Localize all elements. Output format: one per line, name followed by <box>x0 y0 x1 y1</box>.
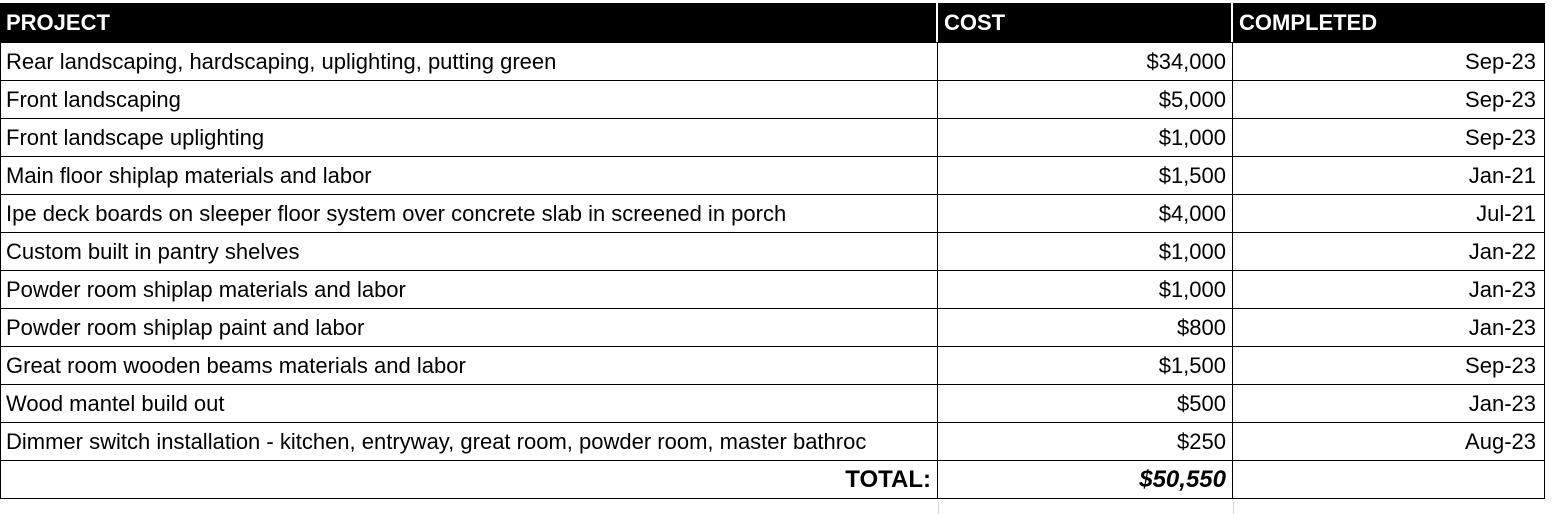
completed-cell[interactable]: Jan-23 <box>1233 271 1545 308</box>
completed-cell[interactable]: Sep-23 <box>1233 347 1545 384</box>
completed-cell[interactable]: Jan-22 <box>1233 233 1545 270</box>
completed-cell[interactable]: Jul-21 <box>1233 195 1545 232</box>
total-cost[interactable]: $50,550 <box>938 461 1233 498</box>
total-completed-cell[interactable] <box>1233 461 1545 498</box>
table-row <box>0 423 1545 461</box>
cost-cell[interactable]: $34,000 <box>938 43 1233 80</box>
cost-cell[interactable]: $1,500 <box>938 347 1233 384</box>
table-row <box>0 233 1545 271</box>
project-cell[interactable]: Custom built in pantry shelves <box>0 233 938 270</box>
table-row <box>0 347 1545 385</box>
table-row <box>0 157 1545 195</box>
completed-cell[interactable]: Sep-23 <box>1233 119 1545 156</box>
cost-cell[interactable]: $1,500 <box>938 157 1233 194</box>
completed-cell[interactable]: Jan-23 <box>1233 385 1545 422</box>
table-row <box>0 43 1545 81</box>
spreadsheet-table <box>0 3 1545 499</box>
table-row <box>0 119 1545 157</box>
completed-cell[interactable]: Aug-23 <box>1233 423 1545 460</box>
project-cell[interactable]: Wood mantel build out <box>0 385 938 422</box>
table-row <box>0 81 1545 119</box>
completed-cell[interactable]: Sep-23 <box>1233 81 1545 118</box>
completed-cell[interactable]: Sep-23 <box>1233 43 1545 80</box>
total-label[interactable]: TOTAL: <box>0 461 938 498</box>
cost-cell[interactable]: $1,000 <box>938 119 1233 156</box>
cost-cell[interactable]: $1,000 <box>938 233 1233 270</box>
table-row <box>0 271 1545 309</box>
cost-cell[interactable]: $4,000 <box>938 195 1233 232</box>
header-row <box>0 3 1545 43</box>
header-completed[interactable]: COMPLETED <box>1239 9 1378 35</box>
project-cell[interactable]: Dimmer switch installation - kitchen, entryway, great room, powder room, master bathroc <box>0 423 938 460</box>
project-cell[interactable]: Ipe deck boards on sleeper floor system over concrete slab in screened in porch <box>0 195 938 232</box>
total-row <box>0 461 1545 499</box>
project-cell[interactable]: Rear landscaping, hardscaping, uplighting, putting green <box>0 43 938 80</box>
project-cell[interactable]: Front landscaping <box>0 81 938 118</box>
cost-cell[interactable]: $500 <box>938 385 1233 422</box>
project-cell[interactable]: Main floor shiplap materials and labor <box>0 157 938 194</box>
cost-cell[interactable]: $800 <box>938 309 1233 346</box>
table-row <box>0 309 1545 347</box>
table-row <box>0 385 1545 423</box>
header-cost[interactable]: COST <box>938 3 1233 42</box>
column-gridline <box>1233 502 1234 514</box>
project-cell[interactable]: Front landscape uplighting <box>0 119 938 156</box>
project-cell[interactable]: Great room wooden beams materials and labor <box>0 347 938 384</box>
cost-cell[interactable]: $250 <box>938 423 1233 460</box>
completed-cell[interactable]: Jan-23 <box>1233 309 1545 346</box>
cost-cell[interactable]: $5,000 <box>938 81 1233 118</box>
project-cell[interactable]: Powder room shiplap paint and labor <box>0 309 938 346</box>
project-cell[interactable]: Powder room shiplap materials and labor <box>0 271 938 308</box>
cost-cell[interactable]: $1,000 <box>938 271 1233 308</box>
completed-cell[interactable]: Jan-21 <box>1233 157 1545 194</box>
table-row <box>0 195 1545 233</box>
header-project[interactable]: PROJECT <box>0 3 938 42</box>
column-gridline <box>938 502 939 514</box>
